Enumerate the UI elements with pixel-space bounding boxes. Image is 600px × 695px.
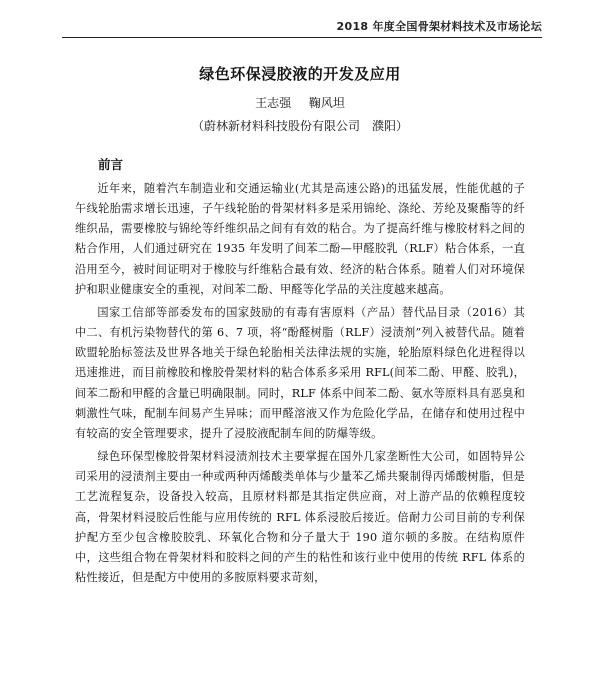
body-text xyxy=(75,179,525,588)
paragraph-1: 近年来，随着汽车制造业和交通运输业(尤其是高速公路)的迅猛发展，性能优越的子午线轮胎需求增长迅速，子午线轮胎的骨架材料多是采用锦纶、涤纶、芳纶及聚酯等的纤维织品，需要橡胶与锦纶等纤维织品之间有有效的粘合。为了提高纤维与橡胶材料之间的粘合作用，人们通过研究在 1935 年发明了间苯二酚—甲醛胶乳（RLF）粘合体系，一直沿用至今，被时间证明对于橡胶与纤维粘合最有效、经济的粘合体系。随着人们对环境保护和职业健康安全的重视，对间苯二酚、甲醛等化学品的关注度越来越高。 xyxy=(75,182,525,296)
affiliation: （蔚林新材料科技股份有限公司 濮阳） xyxy=(191,119,408,133)
paper-title: 绿色环保浸胶液的开发及应用 xyxy=(199,65,401,83)
authors: 王志强 鞠风坦 xyxy=(255,96,345,110)
section-heading: 前言 xyxy=(98,157,124,172)
paragraph-2: 国家工信部等部委发布的国家鼓励的有毒有害原料（产品）替代品目录（2016）其中二、有机污染物替代的第 6、7 项，将“酚醛树脂（RLF）浸渍剂”列入被替代品。随着欧盟轮胎标签法及世界各地关于绿色轮胎相关法律法规的实施，轮胎原料绿色化进程得以迅速推进，而目前橡胶和橡胶骨架材料的粘合体系多采用 RFL(间苯二酚、甲醛、胶乳)，间苯二酚和甲醛的含量已明确限制。同时，RLF 体系中间苯二酚、氨水等原料具有恶臭和刺激性气味，配制车间易产生异味；而甲醛溶液又作为危险化学品，在储存和使用过程中有较高的安全管理要求，提升了浸胶液配制车间的防爆等级。 xyxy=(75,305,525,440)
running-header: 2018 年度全国骨架材料技术及市场论坛 xyxy=(336,20,542,33)
header-rule xyxy=(62,37,542,38)
paragraph-3: 绿色环保型橡胶骨架材料浸渍剂技术主要掌握在国外几家垄断性大公司，如固特异公司采用的浸渍剂主要由一种或两种丙烯酸类单体与少量苯乙烯共聚制得丙烯酸树脂，但是工艺流程复杂，设备投入较高，且原材料都是其指定供应商，对上游产品的依赖程度较高，骨架材料浸胶后性能与应用传统的 RFL 体系浸胶后接近。倍耐力公司目前的专利保护配方至少包含橡胶胶乳、环氧化合物和分子量大于 190 道尔顿的多胺。在结构原件中，这些组合物在骨架材料和胶料之间的产生的粘性和该行业中使用的传统 RFL 体系的粘性接近，但是配方中使用的多胺原料要求苛刻， xyxy=(75,450,525,584)
